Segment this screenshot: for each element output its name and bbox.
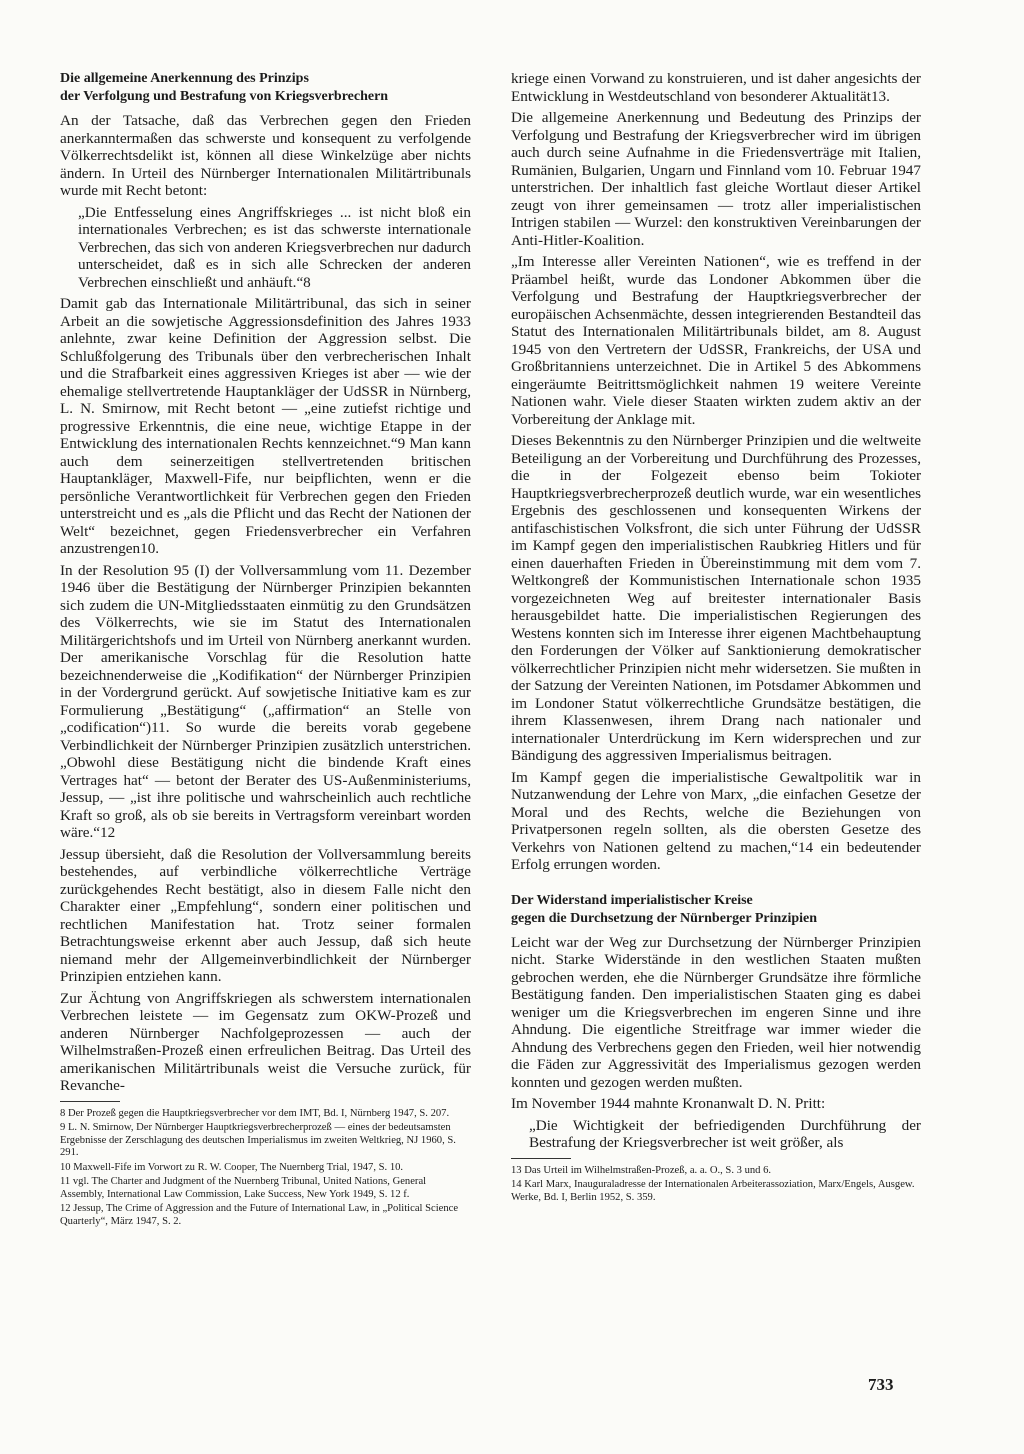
right-column	[511, 70, 921, 1206]
block-quote: „Die Entfesselung eines Angriffskrieges ... ist nicht bloß ein internationales Verbrechen; es ist das schwerste internationale Verbrechen, das sich von anderen Kriegsverbrechen nur dadurch unterscheidet, daß es in sich alle Schrecken der anderen Verbrechen einschließt und anhäuft.“8	[78, 203, 471, 291]
page-number: 733	[868, 1375, 894, 1394]
footnote-divider	[60, 1101, 120, 1102]
paragraph: An der Tatsache, daß das Verbrechen gegen den Frieden anerkanntermaßen das schwerste und konsequent zu verfolgende Völkerrechtsdelikt ist, können all diese Winkelzüge aber nichts ändern. In Urteil des Nürnberger Internationalen Militärtribunals wurde mit Recht betont:	[60, 112, 471, 199]
paragraph: Die allgemeine Anerkennung und Bedeutung des Prinzips der Verfolgung und Bestrafung der Kriegsverbrecher wird im übrigen auch durch seine Aufnahme in die Friedensverträge mit Italien, Rumänien, Bulgarien, Ungarn und Finnland vom 10. Februar 1947 unterstrichen. Der inhaltlich fast gleiche Wortlaut dieser Artikel zeugt von ihrer gemeinsamen — trotz aller imperialistischen Intrigen stabilen — Wurzel: den konstruktiven Vereinbarungen der Anti-Hitler-Koalition.	[511, 109, 921, 249]
heading-line: Die allgemeine Anerkennung des Prinzips	[60, 71, 309, 86]
paragraph: „Im Interesse aller Vereinten Nationen“, wie es treffend in der Präambel heißt, wurde das Londoner Abkommen über die Verfolgung und Bestrafung der Hauptkriegsverbrecher der europäischen Achsenmächte, dessen integrierenden Bestandteil das Statut des Internationalen Militärtribunals bildet, am 8. August 1945 von den Vertretern der UdSSR, Frankreichs, der USA und Großbritanniens unterzeichnet. Die in Artikel 5 des Abkommens eingeräumte Beitrittsmöglichkeit nahmen 19 weitere Vereinte Nationen wahr. Viele dieser Staaten wirkten zudem aktiv an der Vorbereitung der Anklage mit.	[511, 253, 921, 428]
left-column	[60, 70, 471, 1230]
paragraph: Im November 1944 mahnte Kronanwalt D. N. Pritt:	[511, 1095, 826, 1112]
paragraph: Zur Ächtung von Angriffskriegen als schwerstem internationalen Verbrechen leistete — im Gegensatz zum OKW-Prozeß und anderen Nürnberger Nachfolgeprozessen — auch der Wilhelmstraßen-Prozeß einen erfreulichen Beitrag. Das Urteil des amerikanischen Militärtribunals weist die Versuche zurück, für Revanche-	[60, 989, 471, 1094]
footnote: 8 Der Prozeß gegen die Hauptkriegsverbrecher vor dem IMT, Bd. I, Nürnberg 1947, S. 207.	[60, 1107, 450, 1119]
heading-line: Der Widerstand imperialistischer Kreise	[511, 892, 753, 908]
section-gap	[511, 878, 921, 892]
footnote: 13 Das Urteil im Wilhelmstraßen-Prozeß, a. a. O., S. 3 und 6.	[511, 1164, 772, 1176]
paragraph: Im Kampf gegen die imperialistische Gewaltpolitik war in Nutzanwendung der Lehre von Marx, „die einfachen Gesetze der Moral und des Rechts, welche die Beziehungen von Privatpersonen regeln sollten, als die obersten Gesetze des Verkehrs von Nationen geltend zu machen,“14 ein bedeutender Erfolg errungen worden.	[511, 768, 921, 873]
section-heading-resistance	[511, 892, 921, 928]
footnote: 9 L. N. Smirnow, Der Nürnberger Hauptkriegsverbrecherprozeß — eines der bedeutsamsten Ergebnisse der Zerschlagung des deutschen Imperialismus im zweiten Weltkrieg, NJ 1960, S. 291.	[60, 1122, 456, 1158]
footnote: 12 Jessup, The Crime of Aggression and the Future of International Law, in „Political Science Quarterly“, März 1947, S. 2.	[60, 1203, 459, 1227]
heading-line: der Verfolgung und Bestrafung von Kriegsverbrechern	[60, 89, 389, 104]
paragraph: Leicht war der Weg zur Durchsetzung der Nürnberger Prinzipien nicht. Starke Widerstände in den westlichen Staaten mußten gebrochen werden, ehe die Nürnberger Grundsätze ihre förmliche Bestätigung fanden. Den imperialistischen Staaten ging es dabei weniger um die Kriegsverbrechen im engeren Sinne und ihre Ahndung. Die eigentliche Streitfrage war immer wieder die Ahndung des Verbrechens gegen den Frieden, weil hier notwendig die Fäden zur Aggressivität des Imperialismus gezogen werden konnten und gezogen werden mußten.	[511, 933, 921, 1091]
footnote-divider	[511, 1158, 571, 1159]
heading-line: gegen die Durchsetzung der Nürnberger Prinzipien	[511, 910, 818, 926]
block-quote: „Die Wichtigkeit der befriedigenden Durchführung der Bestrafung der Kriegsverbrecher ist weit größer, als	[529, 1116, 921, 1151]
paragraph: Dieses Bekenntnis zu den Nürnberger Prinzipien und die weltweite Beteiligung an der Vorbereitung und Durchführung des Prozesses, die in der Folgezeit ebenso beim Tokioter Hauptkriegsverbrecherprozeß deutlich wurde, war ein wesentliches Ergebnis des geschlossenen und konsequenten Wirkens der antifaschistischen Volksfront, die sich unter Führung der UdSSR im Kampf gegen den imperialistischen Raubkrieg Hitlers und für einen dauerhaften Frieden in Übereinstimmung mit dem vom 7. Weltkongreß der Kommunistischen Internationale schon 1935 vorgezeichneten Weg auf breitester internationaler Basis herausgebildet hatte. Die imperialistischen Regierungen des Westens konnten sich im Interesse ihrer eigenen Machtbehauptung den Forderungen der Völker auf Sanktionierung demokratischer völkerrechtlicher Prinzipien nicht mehr widersetzen. Sie mußten in der Satzung der Vereinten Nationen, im Potsdamer Abkommen und im Londoner Statut völkerrechtliche Grundsätze bestätigen, die ihrem Klassenwesen, ihrem Drang nach nationaler und internationaler Unterdrückung im Kern widersprechen und zur Bändigung des aggressiven Imperialismus beitragen.	[511, 432, 921, 764]
paragraph: Damit gab das Internationale Militärtribunal, das sich in seiner Arbeit an die sowjetische Aggressionsdefinition des Jahres 1933 anlehnte, zwar keine Definition der Aggression selbst. Die Schlußfolgerung des Tribunals über den verbrecherischen Inhalt und die Strafbarkeit eines aggressiven Krieges ist aber — wie der ehemalige stellvertretende Hauptankläger der UdSSR in Nürnberg, L. N. Smirnow, mit Recht betont — „eine zutiefst richtige und progressive Erkenntnis, die eine neue, wichtige Etappe in der Entwicklung des internationalen Rechts kennzeichnet.“9 Man kann auch dem seinerzeitigen stellvertretenden britischen Hauptankläger, Maxwell-Fife, nur beipflichten, wenn er die persönliche Verantwortlichkeit für Verbrechen gegen den Frieden unterstreicht und es „als die Pflicht und das Recht der Nationen der Welt“ bezeichnet, gegen Friedensverbrecher ein Verfahren anzustrengen10.	[60, 295, 471, 557]
paragraph: kriege einen Vorwand zu konstruieren, und ist daher angesichts der Entwicklung in Westdeutschland von besonderer Aktualität13.	[511, 70, 921, 105]
footnote: 11 vgl. The Charter and Judgment of the Nuernberg Tribunal, United Nations, General Assembly, International Law Commission, Lake Success, New York 1949, S. 12 f.	[60, 1176, 427, 1200]
footnote: 14 Karl Marx, Inauguraladresse der Internationalen Arbeiterassoziation, Marx/Engels, Ausgew. Werke, Bd. I, Berlin 1952, S. 359.	[511, 1179, 915, 1203]
section-heading-recognition	[60, 70, 471, 106]
paragraph: Jessup übersieht, daß die Resolution der Vollversammlung bereits bestehendes, auf verbindliche völkerrechtliche Verträge zurückgehendes Recht bestätigt, also in diesem Falle nicht den Charakter einer „Empfehlung“, sondern einer politischen und rechtlichen Manifestation hat. Trotz seiner formalen Betrachtungsweise erkennt aber auch Jessup, daß sich heute niemand mehr der Allgemeinverbindlichkeit der Nürnberger Prinzipien entziehen kann.	[60, 845, 471, 985]
paragraph: In der Resolution 95 (I) der Vollversammlung vom 11. Dezember 1946 über die Bestätigung der Nürnberger Prinzipien bekannten sich zudem die UN-Mitgliedsstaaten einmütig zu den Grundsätzen des Völkerrechts, wie sie im Statut des Internationalen Militärgerichtshofs und im Urteil von Nürnberg anerkannt wurden. Der amerikanische Vorschlag für die Resolution hatte bezeichnenderweise die „Kodifikation“ der Nürnberger Prinzipien in der Vordergrund gerückt. Auf sowjetische Initiative kam es zur Formulierung „Bestätigung“ („affirmation“ an Stelle von „codification“)11. So wurde die bereits vorab gegebene Verbindlichkeit der Nürnberger Prinzipien zusätzlich unterstrichen. „Obwohl diese Bestätigung nicht die bindende Kraft eines Vertrages hat“ — betont der Berater des US-Außenministeriums, Jessup, — „ist ihre politische und wahrscheinlich auch rechtliche Kraft so groß, als ob sie bereits in Vertragsform vereinbart worden wäre.“12	[60, 561, 471, 841]
footnote: 10 Maxwell-Fife im Vorwort zu R. W. Cooper, The Nuernberg Trial, 1947, S. 10.	[60, 1161, 404, 1173]
